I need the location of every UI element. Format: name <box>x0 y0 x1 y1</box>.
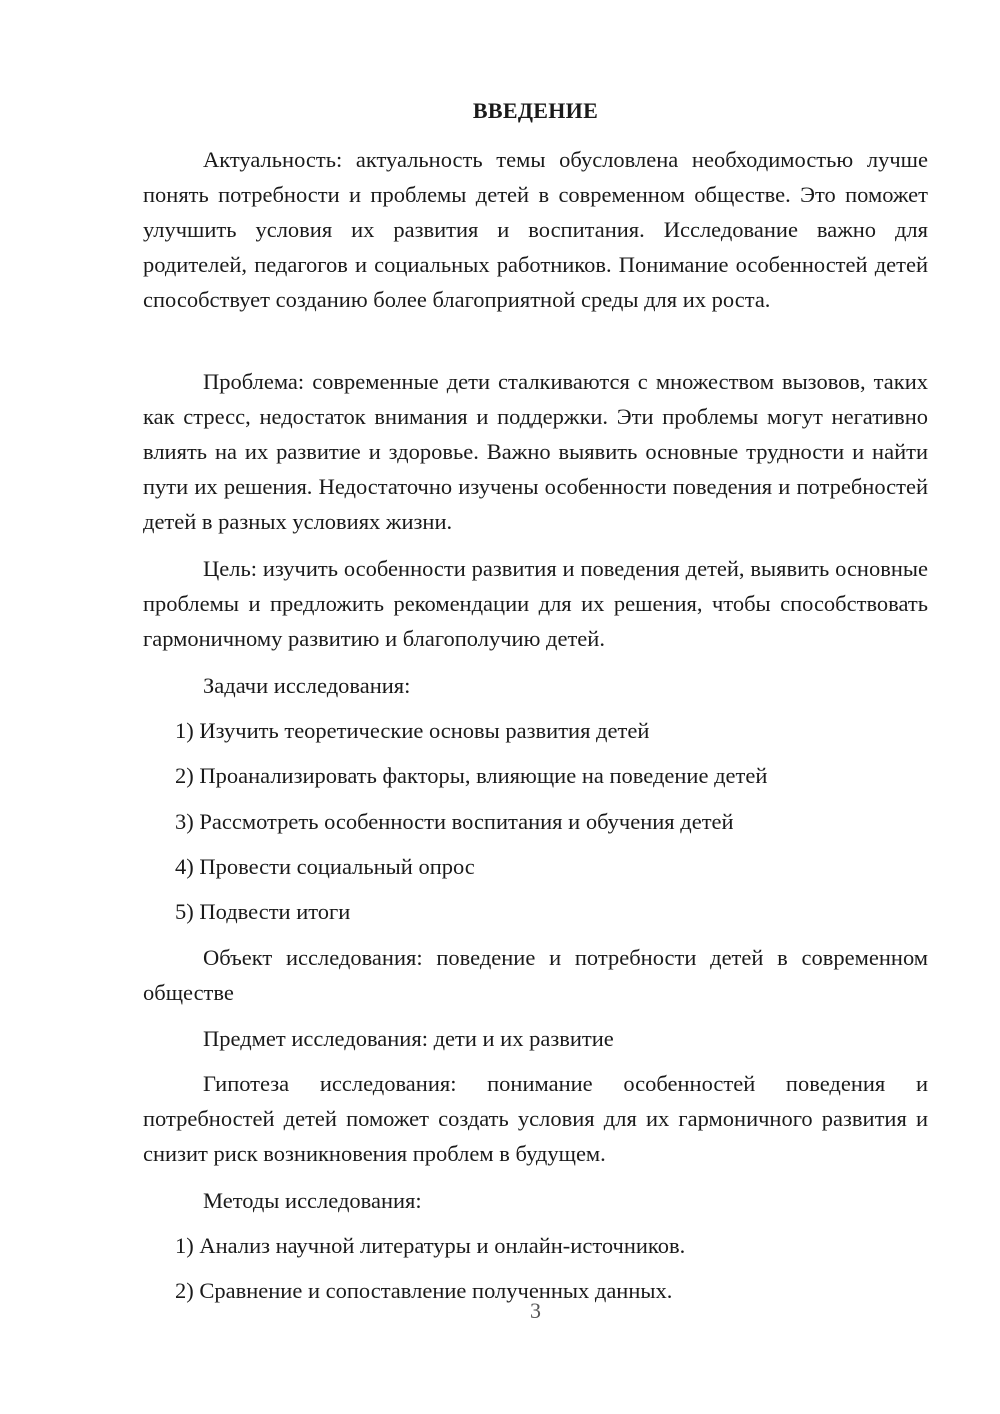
tasks-heading: Задачи исследования: <box>203 673 411 698</box>
problem-paragraph: Проблема: современные дети сталкиваются с множеством вызовов, таких как стресс, недостаток внимания и поддержки. Эти проблемы могут негативно влиять на их развитие и здоровье. Важно выявить основные трудности и найти пути их решения. Недостаточно изучены особенности поведения и потребностей детей в разных условиях жизни. <box>143 369 928 534</box>
relevance-paragraph: Актуальность: актуальность темы обусловлена необходимостью лучше понять потребности и проблемы детей в современном обществе. Это поможет улучшить условия их развития и воспитания. Исследование важно для родителей, педагогов и социальных работников. Понимание особенностей детей способствует созданию более благоприятной среды для их роста. <box>143 147 928 312</box>
task-item: 4) Провести социальный опрос <box>175 854 475 879</box>
task-item: 3) Рассмотреть особенности воспитания и обучения детей <box>175 809 734 834</box>
methods-heading: Методы исследования: <box>203 1188 422 1213</box>
page-title: ВВЕДЕНИЕ <box>472 98 599 123</box>
method-item: 2) Сравнение и сопоставление полученных данных. <box>175 1278 673 1303</box>
goal-paragraph: Цель: изучить особенности развития и поведения детей, выявить основные проблемы и предложить рекомендации для их решения, чтобы способствовать гармоничному развитию и благополучию детей. <box>143 556 928 651</box>
task-item: 1) Изучить теоретические основы развития детей <box>175 718 650 743</box>
object-paragraph: Объект исследования: поведение и потребности детей в современном обществе <box>143 945 928 1005</box>
method-item: 1) Анализ научной литературы и онлайн-источников. <box>175 1233 686 1258</box>
document-page <box>143 0 928 1414</box>
task-item: 2) Проанализировать факторы, влияющие на поведение детей <box>175 763 768 788</box>
hypothesis-paragraph: Гипотеза исследования: понимание особенностей поведения и потребностей детей поможет создать условия для их гармоничного развития и снизит риск возникновения проблем в будущем. <box>143 1071 928 1166</box>
subject-paragraph: Предмет исследования: дети и их развитие <box>203 1026 614 1051</box>
task-item: 5) Подвести итоги <box>175 899 351 924</box>
page-number: 3 <box>530 1298 541 1323</box>
